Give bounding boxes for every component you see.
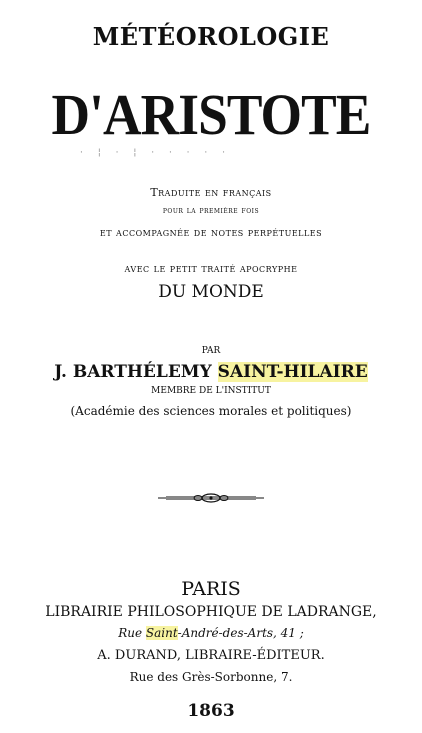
imprint-address-2: Rue des Grès-Sorbonne, 7. [129,670,293,684]
imprint-address-1-highlight: Saint [145,626,178,640]
author-name-prefix: J. BARTHÉLEMY [54,362,218,382]
author-academy: (Académie des sciences morales et politiques) [70,404,352,418]
subtitle-du-monde: DU MONDE [158,282,264,302]
imprint-year: 1863 [187,701,235,721]
ornament-divider [0,490,422,504]
imprint-city: PARIS [181,578,241,600]
title-line-meteorologie: MÉTÉOROLOGIE [92,22,330,51]
author-name [0,362,422,382]
imprint-address-1 [0,626,422,640]
subtitle-first-time: pour la première fois [162,206,260,216]
subtitle-translated: Traduite en français [150,186,272,199]
imprint-address-1-post: -André-des-Arts, 41 ; [177,626,304,640]
print-specks: · ¦ · ¦ · · · · · [80,148,231,158]
author-name-highlight: SAINT-HILAIRE [217,362,368,382]
author-member: MEMBRE DE L'INSTITUT [151,386,271,396]
imprint-publisher-2: A. DURAND, LIBRAIRE-ÉDITEUR. [97,648,325,663]
imprint-publisher-1: LIBRAIRIE PHILOSOPHIQUE DE LADRANGE, [45,604,377,620]
imprint-address-1-pre: Rue [118,626,146,640]
author-par: PAR [201,346,221,356]
subtitle-with-treatise: avec le petit traité apocryphe [124,262,298,275]
ornament-rule-icon [0,491,422,505]
title-line-aristote: D'ARISTOTE [51,82,371,147]
subtitle-accompanied: et accompagnée de notes perpétuelles [99,226,323,239]
